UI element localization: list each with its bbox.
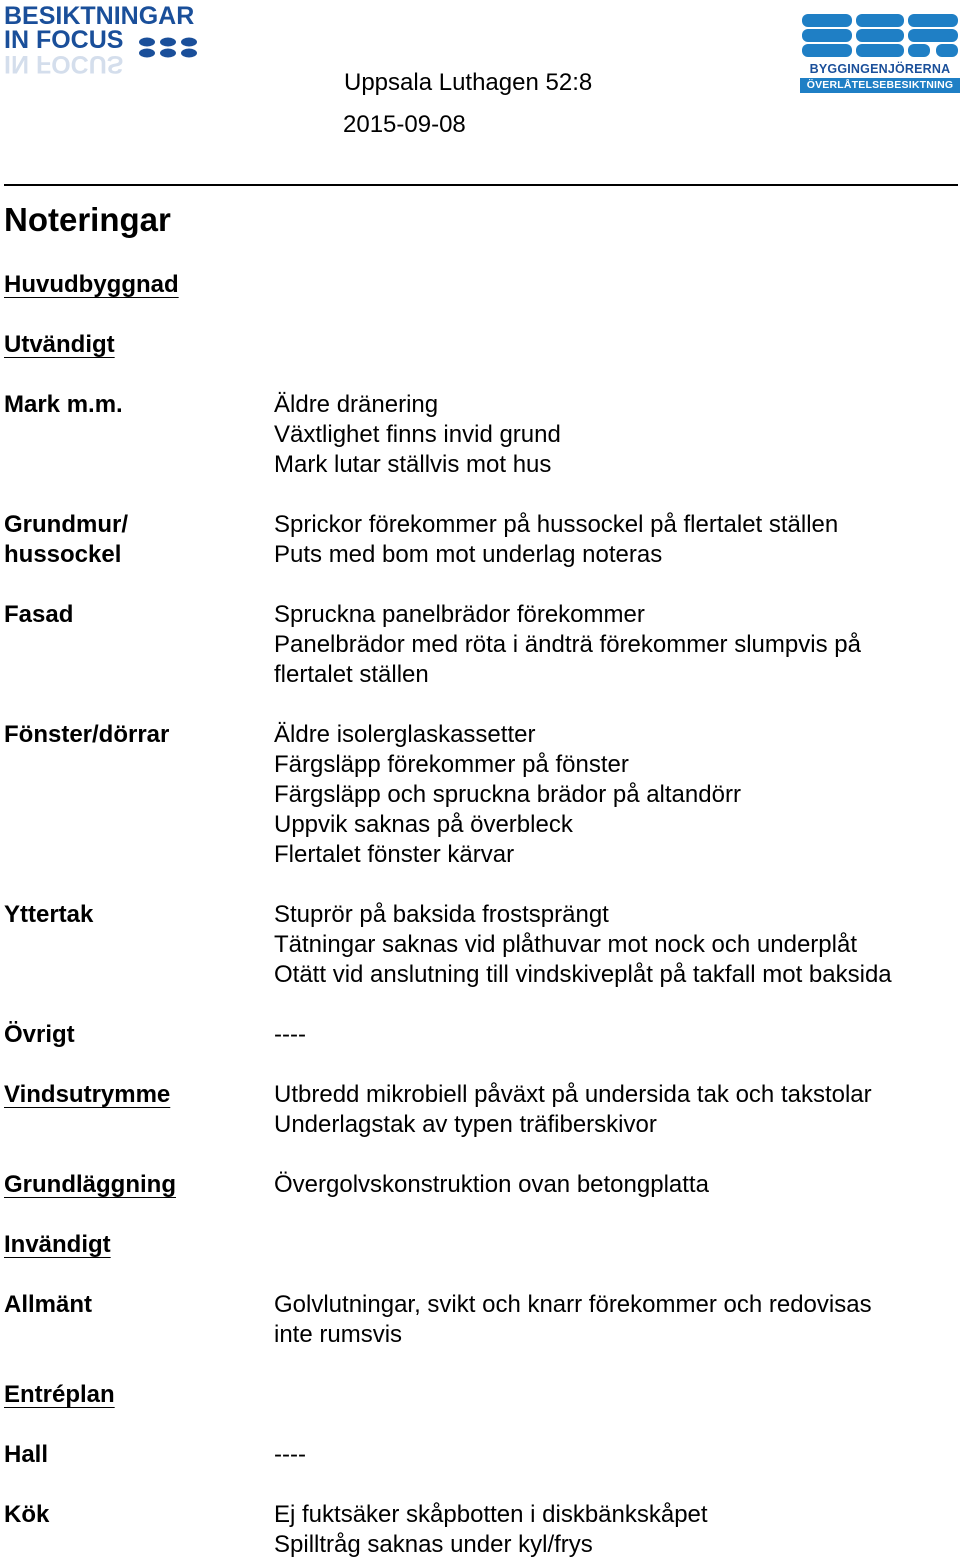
property-address: Uppsala Luthagen 52:8 bbox=[344, 69, 593, 96]
notes-fasad bbox=[274, 600, 960, 690]
note-line: Växtlighet finns invid grund bbox=[274, 421, 561, 448]
note-line: Underlagstak av typen träfiberskivor bbox=[274, 1111, 657, 1138]
section-entreplan: Entréplan bbox=[4, 1381, 115, 1408]
logo-reflection: IN FOCUS bbox=[4, 50, 124, 78]
notes-grundmur bbox=[274, 510, 960, 570]
section-utvandigt: Utvändigt bbox=[4, 331, 115, 358]
page-title: Noteringar bbox=[4, 201, 171, 238]
note-line: Mark lutar ställvis mot hus bbox=[274, 451, 552, 478]
logo-left-line1: BESIKTNINGAR bbox=[4, 2, 195, 30]
label-yttertak: Yttertak bbox=[4, 901, 94, 928]
note-line: Stuprör på baksida frostsprängt bbox=[274, 901, 609, 928]
note-line: Uppvik saknas på överbleck bbox=[274, 811, 573, 838]
section-huvudbyggnad: Huvudbyggnad bbox=[4, 271, 179, 298]
note-line: ---- bbox=[274, 1441, 306, 1468]
note-line: inte rumsvis bbox=[274, 1321, 403, 1348]
note-line: Tätningar saknas vid plåthuvar mot nock och underplåt bbox=[274, 931, 857, 958]
label-fonster: Fönster/dörrar bbox=[4, 721, 170, 748]
notes-mark bbox=[274, 390, 960, 480]
note-line: Panelbrädor med röta i ändträ förekommer slumpvis på bbox=[274, 631, 861, 658]
note-line: Spilltråg saknas under kyl/frys bbox=[274, 1531, 593, 1558]
logo-right-line1: BYGGINGENJÖRERNA bbox=[809, 62, 951, 76]
label-grundmur-line2: hussockel bbox=[4, 541, 122, 568]
notes-ovrigt bbox=[274, 1020, 960, 1050]
note-line: Ej fuktsäker skåpbotten i diskbänkskåpet bbox=[274, 1501, 708, 1528]
note-line: Sprickor förekommer på hussockel på flertalet ställen bbox=[274, 511, 839, 538]
besiktningar-in-focus-logo bbox=[4, 4, 204, 80]
note-line: Puts med bom mot underlag noteras bbox=[274, 541, 663, 568]
note-line: Utbredd mikrobiell påväxt på undersida tak och takstolar bbox=[274, 1081, 872, 1108]
notes-vindsutrymme bbox=[274, 1080, 960, 1140]
notes-allmant bbox=[274, 1290, 960, 1350]
label-mark: Mark m.m. bbox=[4, 391, 123, 418]
logo-left-line2: IN FOCUS bbox=[4, 26, 124, 54]
note-line: Färgsläpp och spruckna brädor på altandörr bbox=[274, 781, 741, 808]
note-line: Övergolvskonstruktion ovan betongplatta bbox=[274, 1171, 709, 1198]
notes-yttertak bbox=[274, 900, 960, 990]
notes-kok bbox=[274, 1500, 960, 1560]
label-hall: Hall bbox=[4, 1441, 49, 1468]
note-line: flertalet ställen bbox=[274, 661, 429, 688]
label-grundmur-line1: Grundmur/ bbox=[4, 511, 128, 538]
note-line: Äldre dränering bbox=[274, 391, 439, 418]
note-line: Färgsläpp förekommer på fönster bbox=[274, 751, 629, 778]
note-line: Golvlutningar, svikt och knarr förekommer och redovisas bbox=[274, 1291, 872, 1318]
note-line: Flertalet fönster kärvar bbox=[274, 841, 515, 868]
logo-right-line2: ÖVERLÅTELSEBESIKTNING bbox=[800, 78, 960, 93]
section-vindsutrymme: Vindsutrymme bbox=[4, 1081, 171, 1108]
notes-grundlaggning bbox=[274, 1170, 960, 1200]
label-grundmur bbox=[4, 510, 128, 570]
byggingenjorerna-logo bbox=[800, 12, 960, 94]
note-line: Otätt vid anslutning till vindskiveplåt på takfall mot baksida bbox=[274, 961, 892, 988]
label-kok: Kök bbox=[4, 1501, 50, 1528]
notes-hall bbox=[274, 1440, 960, 1470]
label-fasad: Fasad bbox=[4, 601, 74, 628]
label-allmant: Allmänt bbox=[4, 1291, 93, 1318]
logo-dots-icon bbox=[139, 37, 201, 59]
header-divider bbox=[4, 184, 958, 186]
sbr-mark-icon bbox=[800, 12, 960, 60]
section-grundlaggning: Grundläggning bbox=[4, 1171, 176, 1198]
section-invandigt: Invändigt bbox=[4, 1231, 111, 1258]
label-ovrigt: Övrigt bbox=[4, 1021, 75, 1048]
note-line: Äldre isolerglaskassetter bbox=[274, 721, 536, 748]
inspection-date: 2015-09-08 bbox=[343, 111, 466, 138]
note-line: Spruckna panelbrädor förekommer bbox=[274, 601, 645, 628]
note-line: ---- bbox=[274, 1021, 306, 1048]
notes-fonster bbox=[274, 720, 960, 870]
